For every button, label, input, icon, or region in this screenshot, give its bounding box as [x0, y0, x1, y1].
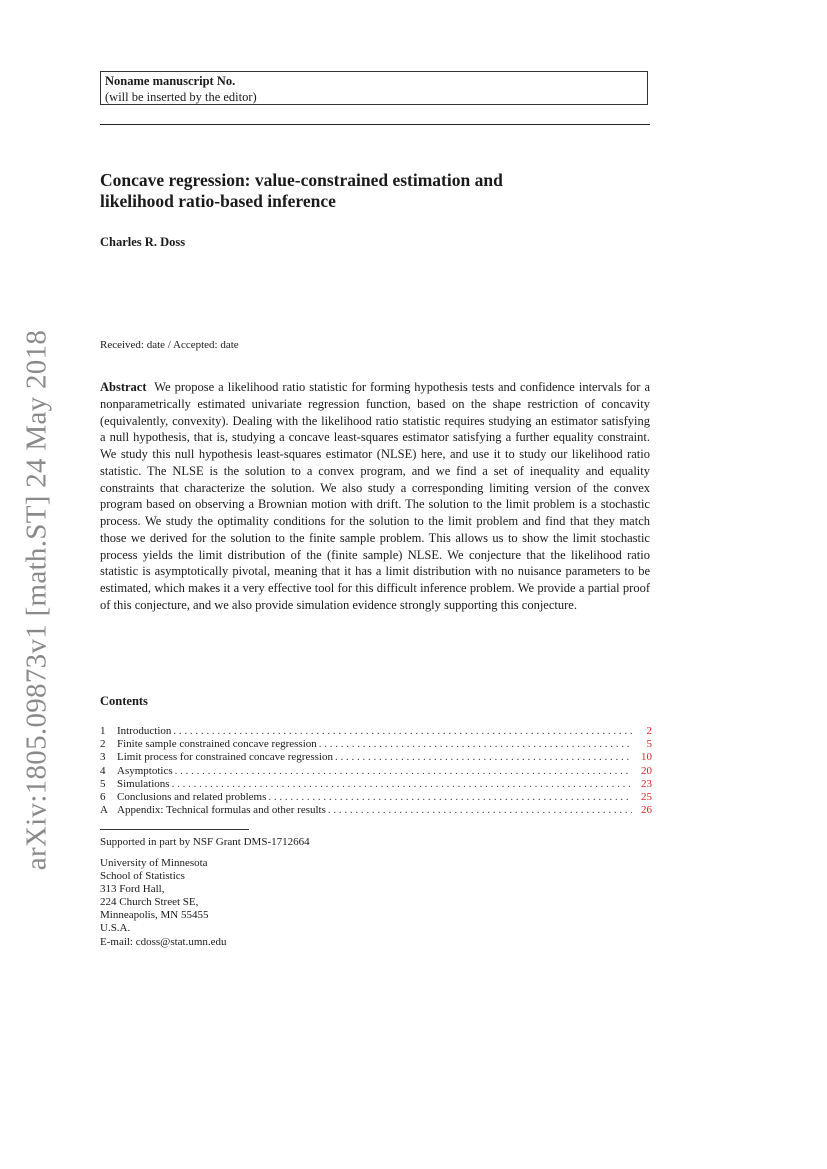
received-date: Received: date / Accepted: date	[100, 339, 239, 351]
toc-number: 2	[100, 738, 106, 751]
toc-page-link[interactable]: 26	[641, 804, 652, 817]
toc-page-link[interactable]: 23	[641, 777, 652, 790]
arxiv-identifier: arXiv:1805.09873v1 [math.ST] 24 May 2018	[20, 329, 53, 871]
contents-title: Contents	[100, 694, 148, 708]
toc-leader	[319, 738, 632, 751]
toc-item-simulations[interactable]	[100, 778, 652, 791]
address-line: 313 Ford Hall,	[100, 883, 165, 896]
abstract	[100, 379, 650, 614]
toc-item-appendix[interactable]	[100, 804, 652, 817]
toc-label: Finite sample constrained concave regression	[117, 738, 317, 751]
author: Charles R. Doss	[100, 235, 186, 249]
toc-number: 5	[100, 777, 106, 790]
toc-leader	[173, 725, 632, 738]
toc-label: Introduction	[117, 725, 172, 737]
toc-item-finite-sample[interactable]	[100, 738, 652, 751]
email-line: E-mail: cdoss@stat.umn.edu	[100, 935, 227, 948]
title-line-1: Concave regression: value-constrained estimation and	[100, 170, 503, 190]
author-address	[100, 857, 227, 949]
toc-item-asymptotics[interactable]	[100, 765, 652, 778]
toc-number: A	[100, 804, 108, 817]
footnote-rule	[100, 829, 249, 830]
toc-number: 4	[100, 764, 106, 777]
toc-page-link[interactable]: 10	[641, 751, 652, 764]
address-line: School of Statistics	[100, 870, 185, 883]
toc-item-conclusions[interactable]	[100, 791, 652, 804]
editor-box	[100, 71, 648, 105]
toc-label: Limit process for constrained concave regression	[117, 751, 333, 764]
toc-page-link[interactable]: 2	[646, 725, 652, 737]
address-line: U.S.A.	[100, 922, 131, 935]
editor-note: (will be inserted by the editor)	[105, 90, 257, 104]
toc-label: Conclusions and related problems	[117, 790, 267, 803]
toc-label: Appendix: Technical formulas and other results	[117, 804, 326, 817]
header-rule	[100, 124, 650, 125]
title-line-2: likelihood ratio-based inference	[100, 191, 336, 211]
paper-title	[100, 170, 650, 212]
toc-label: Asymptotics	[117, 764, 173, 777]
address-line: Minneapolis, MN 55455	[100, 909, 209, 922]
address-line: University of Minnesota	[100, 857, 208, 869]
table-of-contents	[100, 725, 652, 817]
funding-note: Supported in part by NSF Grant DMS-1712664	[100, 836, 310, 848]
toc-number: 6	[100, 790, 106, 803]
abstract-label: Abstract	[100, 380, 147, 394]
toc-number: 3	[100, 751, 106, 764]
toc-number: 1	[100, 725, 106, 737]
abstract-text: We propose a likelihood ratio statistic for forming hypothesis tests and confidence intervals for a nonparametrically estimated univariate regression function, based on the shape restriction of concavity (equivalently, convexity). Dealing with the likelihood ratio statistic requires studying an estimator satisfying a null hypothesis, that is, studying a concave least-squares estimator satisfying a further equality constraint. We study this null hypothesis least-squares estimator (NLSE) here, and use it to study our likelihood ratio statistic. The NLSE is the solution to a convex program, and we find a set of inequality and equality constraints that characterize the solution. We also study a corresponding limiting version of the convex program based on observing a Brownian motion with drift. The solution to the limit problem is a stochastic process. We study the optimality conditions for the solution to the limit problem and find that they match those we derived for the solution to the finite sample problem. This allows us to show the limit stochastic process yields the limit distribution of the (finite sample) NLSE. We conjecture that the likelihood ratio statistic is asymptotically pivotal, meaning that it has a limit distribution with no nuisance parameters to be estimated, which makes it a very effective tool for this difficult inference problem. We provide a partial proof of this conjecture, and we also provide simulation evidence strongly supporting this conjecture.	[100, 380, 650, 612]
toc-page-link[interactable]: 20	[641, 764, 652, 777]
toc-item-limit-process[interactable]	[100, 751, 652, 764]
toc-label: Simulations	[117, 777, 170, 790]
toc-leader	[268, 791, 632, 804]
toc-leader	[172, 778, 632, 791]
manuscript-label: Noname manuscript No.	[105, 74, 236, 88]
toc-item-introduction[interactable]	[100, 725, 652, 738]
toc-page-link[interactable]: 5	[646, 738, 652, 751]
toc-leader	[328, 804, 632, 817]
toc-leader	[175, 765, 632, 778]
address-line: 224 Church Street SE,	[100, 896, 199, 909]
toc-page-link[interactable]: 25	[641, 790, 652, 803]
toc-leader	[335, 751, 632, 764]
